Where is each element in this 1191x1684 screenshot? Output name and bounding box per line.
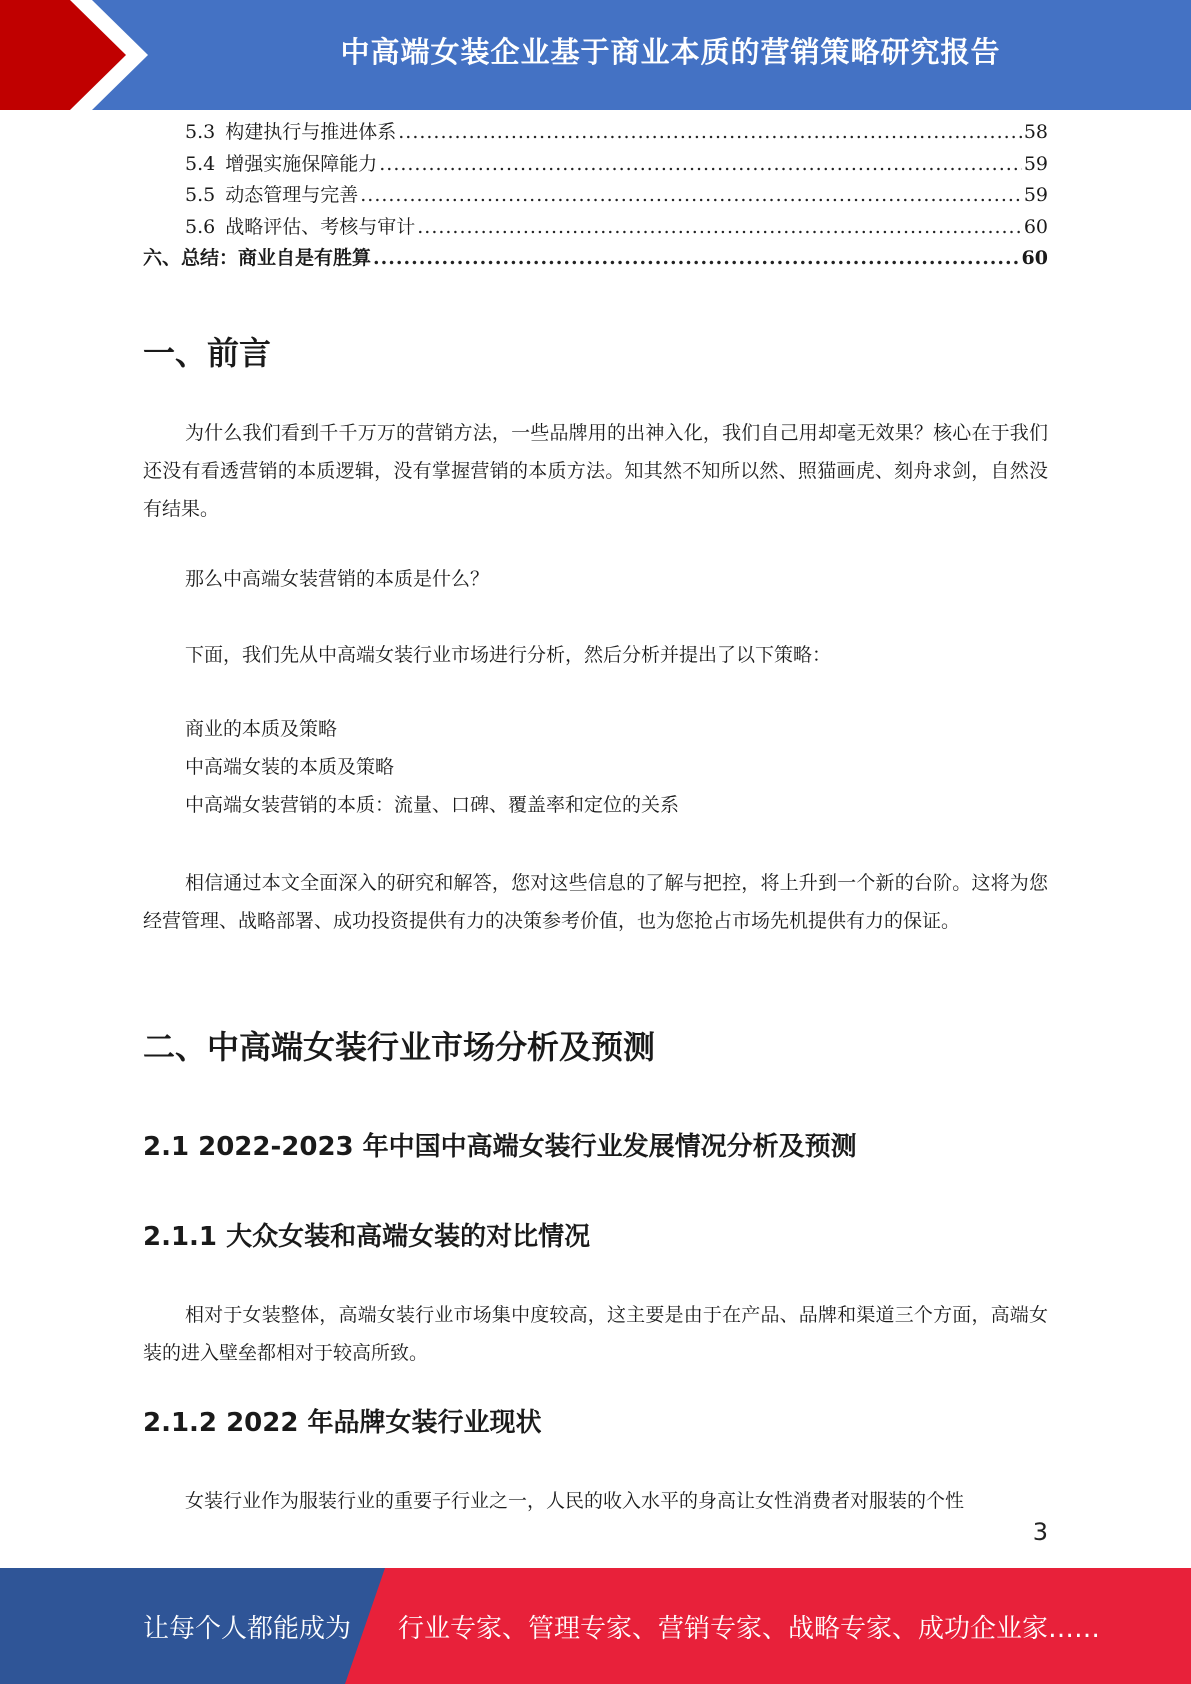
footer-slogan-right: 行业专家、管理专家、营销专家、战略专家、成功企业家…… — [398, 1613, 1101, 1644]
paragraph: 那么中高端女装营销的本质是什么？ — [185, 568, 490, 590]
toc-label: 战略评估、考核与审计 — [225, 215, 416, 238]
toc-page: 58 — [1023, 121, 1048, 143]
list-item: 商业的本质及策略 — [185, 718, 338, 740]
paragraph: 女装行业作为服装行业的重要子行业之一，人民的收入水平的身高让女性消费者对服装的个性 — [185, 1490, 965, 1512]
list-item: 中高端女装的本质及策略 — [185, 756, 395, 778]
toc-number: 5.5 — [185, 184, 216, 206]
toc-leader — [373, 247, 1020, 269]
paragraph: 为什么我们看到千千万万的营销方法，一些品牌用的出神入化，我们自己用却毫无效果？核心在于我们还没有看透营销的本质逻辑，没有掌握营销的本质方法。知其然不知所以然、照猫画虎、刻舟求剑，自然没有结果。 — [143, 422, 1048, 520]
toc-page: 60 — [1021, 247, 1048, 269]
paragraph: 下面，我们先从中高端女装行业市场进行分析，然后分析并提出了以下策略： — [185, 644, 832, 666]
toc-entry[interactable] — [143, 212, 1048, 244]
toc-label: 六、总结：商业自是有胜算 — [143, 247, 372, 269]
paragraph: 相对于女装整体，高端女装行业市场集中度较高，这主要是由于在产品、品牌和渠道三个方面，高端女装的进入壁垒都相对于较高所致。 — [143, 1304, 1048, 1364]
toc-label: 构建执行与推进体系 — [225, 121, 397, 143]
footer-slogan-left: 让每个人都能成为 — [143, 1613, 352, 1644]
toc-page: 59 — [1023, 152, 1048, 175]
toc-entry[interactable] — [143, 180, 1048, 212]
toc-continuation — [143, 117, 1048, 275]
page-header — [0, 0, 1191, 110]
toc-label: 动态管理与完善 — [225, 184, 359, 206]
paragraph: 相信通过本文全面深入的研究和解答，您对这些信息的了解与把控，将上升到一个新的台阶。这将为您经营管理、战略部署、成功投资提供有力的决策参考价值，也为您抢占市场先机提供有力的保证。 — [143, 872, 1048, 932]
toc-page: 60 — [1023, 215, 1048, 238]
page-footer — [0, 1568, 1191, 1684]
toc-entry[interactable] — [143, 243, 1048, 275]
report-title: 中高端女装企业基于商业本质的营销策略研究报告 — [340, 34, 1001, 69]
toc-label: 增强实施保障能力 — [225, 152, 378, 175]
toc-number: 5.3 — [185, 121, 216, 143]
page-number: 3 — [1032, 1518, 1048, 1546]
section-heading: 二、中高端女装行业市场分析及预测 — [143, 1028, 656, 1066]
toc-number: 5.6 — [185, 215, 216, 238]
toc-entry[interactable] — [143, 149, 1048, 181]
toc-leader — [379, 153, 1022, 175]
toc-leader — [360, 184, 1022, 206]
section-heading: 一、前言 — [143, 334, 272, 372]
toc-leader — [417, 216, 1022, 238]
list-item: 中高端女装营销的本质：流量、口碑、覆盖率和定位的关系 — [185, 794, 680, 816]
toc-number: 5.4 — [185, 152, 216, 175]
toc-page: 59 — [1023, 184, 1048, 206]
toc-leader — [398, 121, 1022, 143]
subsection-heading: 2.1.2 2022 年品牌女装行业现状 — [143, 1408, 542, 1438]
subsection-heading: 2.1 2022-2023 年中国中高端女装行业发展情况分析及预测 — [143, 1132, 857, 1162]
toc-entry[interactable] — [143, 117, 1048, 149]
subsection-heading: 2.1.1 大众女装和高端女装的对比情况 — [143, 1222, 591, 1252]
